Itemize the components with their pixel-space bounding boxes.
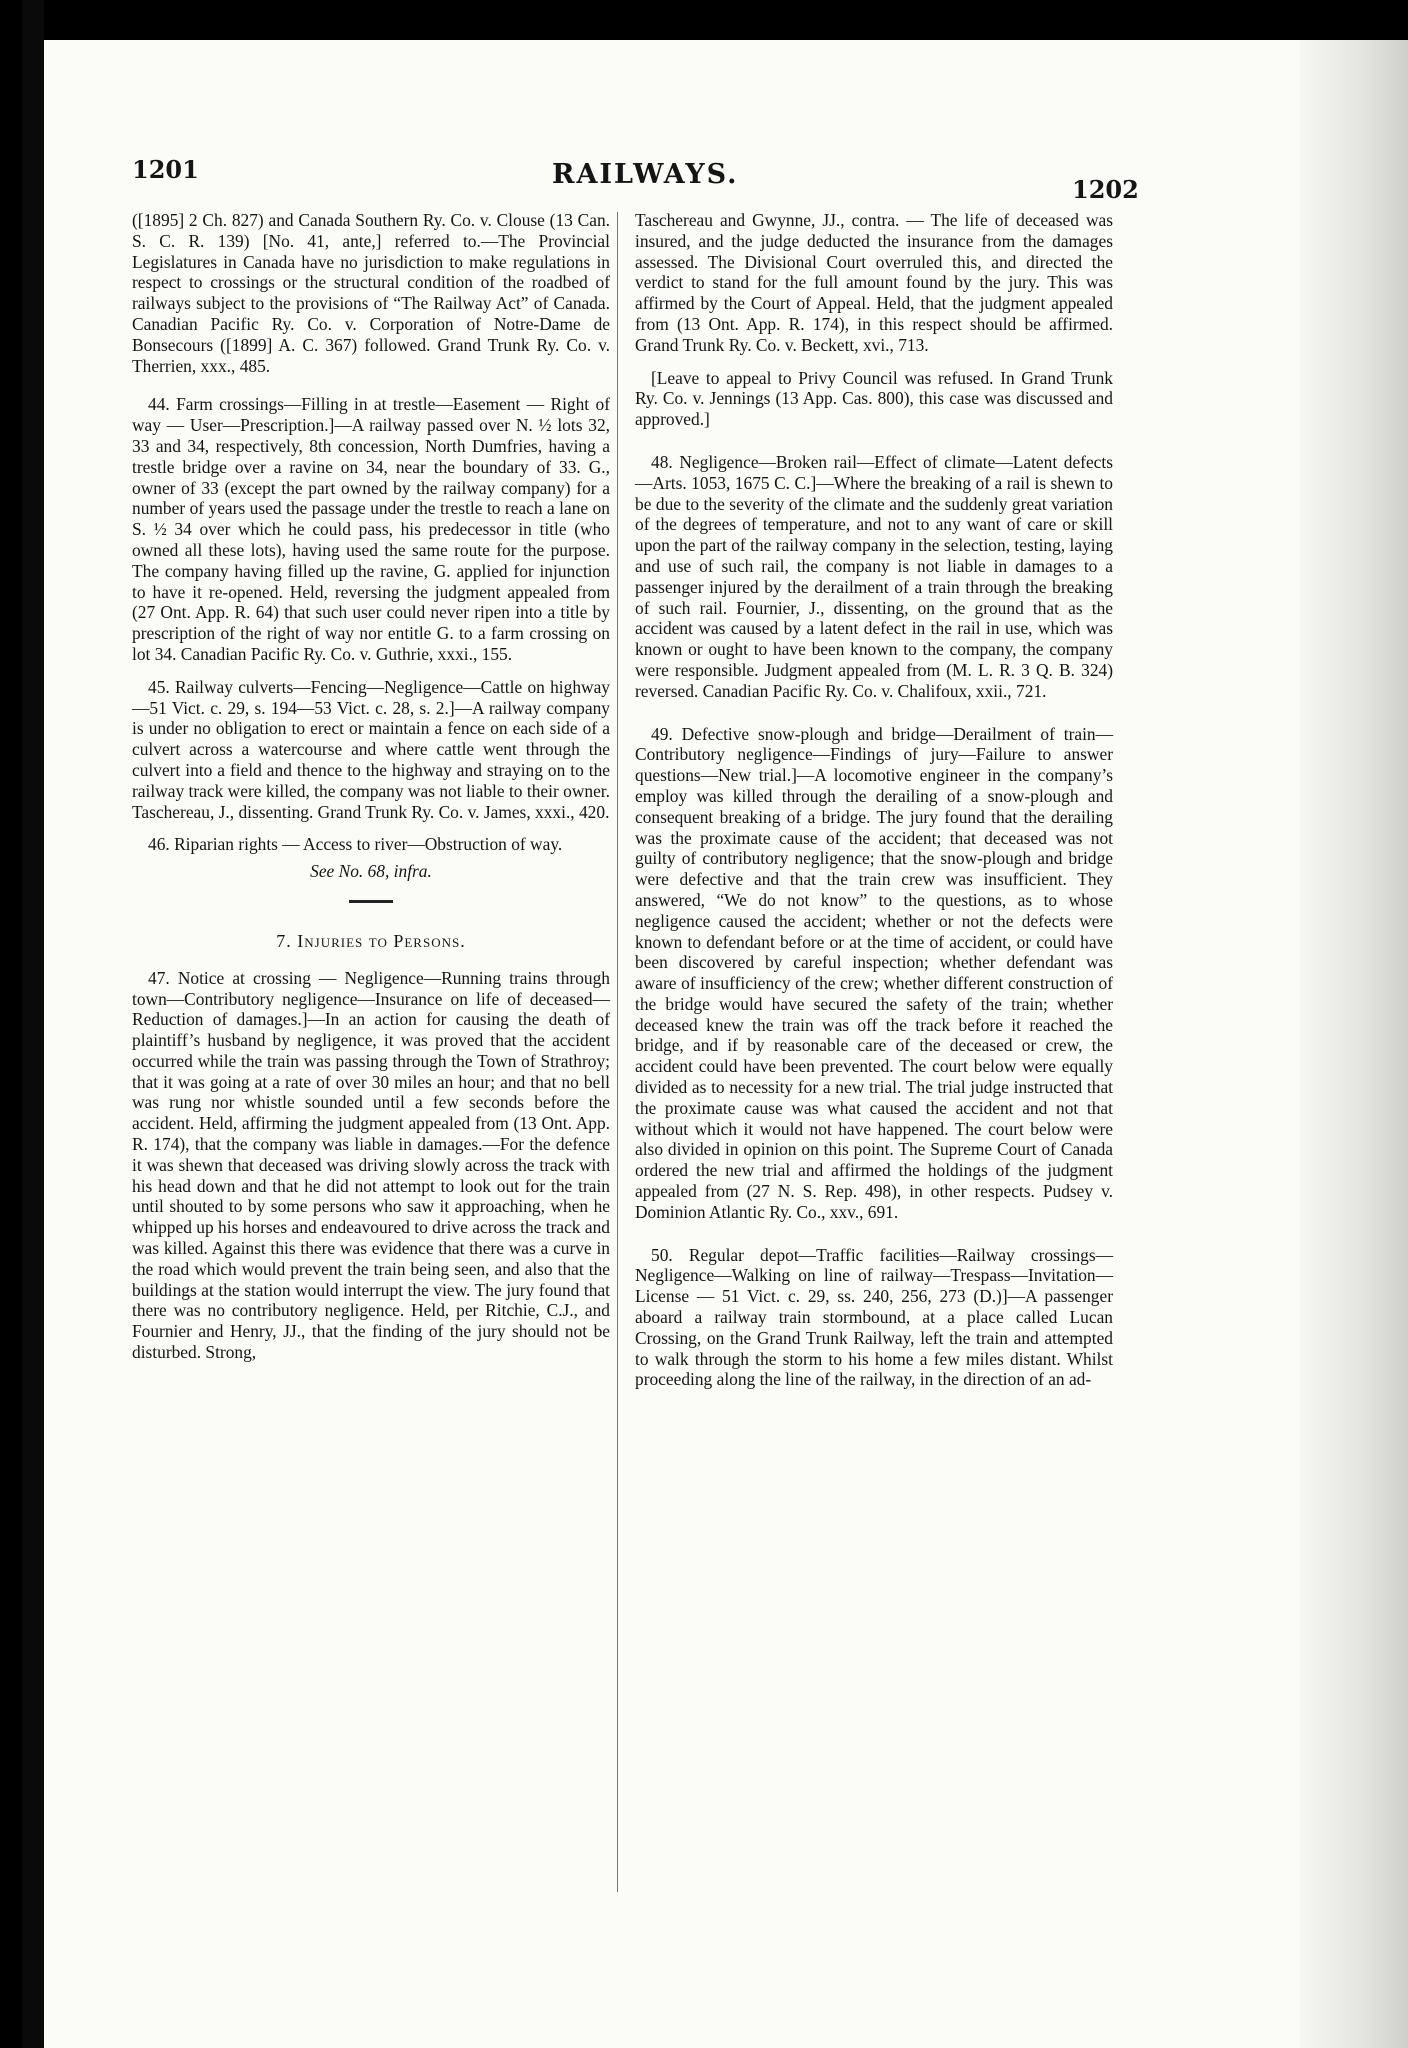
entry-50: 50. Regular depot—Traffic facilities—Railway crossings—Negligence—Walking on line of railway—Trespass—Invitation—License — 51 Vict. c. 29, ss. 240, 256, 273 (D.)]—A passenger aboard a railway train stormbound, at a place called Lucan Crossing, on the Grand Trunk Railway, left the train and attempted to walk through the storm to his home a few miles distant. Whilst proceeding along the line of the railway, in the direction of an ad-	[635, 1244, 1113, 1390]
entry-45: 45. Railway culverts—Fencing—Negligence—Cattle on highway—51 Vict. c. 29, s. 194—53 Vict. c. 28, s. 2.]—A railway company is under no obligation to erect or maintain a fence on each side of a culvert across a watercourse and where cattle went through the culvert into a field and thence to the highway and straying on to the railway track were killed, the company was not liable to their owner. Taschereau, J., dissenting. Grand Trunk Ry. Co. v. James, xxxi., 420.	[132, 676, 610, 822]
right-column	[635, 210, 1113, 1402]
entry-49: 49. Defective snow-plough and bridge—Derailment of train—Contributory negligence—Findings of jury—Failure to answer questions—New trial.]—A locomotive engineer in the company’s employ was killed through the derailing of a snow-plough and consequent breaking of a bridge. The jury found that the derailing was the proximate cause of the accident; that deceased was not guilty of contributory negligence; that the snow-plough and bridge were defective and that the train crew was insufficient. They answered, “We do not know” to the questions, as to whose negligence caused the accident; whether or not the defects were known to defendant before or at the time of accident, or could have been discovered by careful inspection; whether defendant was aware of insufficiency of the crew; whether different construction of the bridge would have secured the safety of the train; whether deceased knew the train was off the track before it reached the bridge, and if by reasonable care of the deceased or crew, the accident could have been prevented. The court below were equally divided as to necessity for a new trial. The trial judge instructed that the proximate cause was what caused the accident and not that without which it would not have happened. The court below were also divided in opinion on this point. The Supreme Court of Canada ordered the new trial and affirmed the holdings of the judgment appealed from (27 N. S. Rep. 498), in other respects. Pudsey v. Dominion Atlantic Ry. Co., xxv., 691.	[635, 723, 1113, 1222]
page-header	[132, 155, 1139, 205]
entry-48: 48. Negligence—Broken rail—Effect of climate—Latent defects—Arts. 1053, 1675 C. C.]—Where the breaking of a rail is shewn to be due to the severity of the climate and the suddenly great variation of the degrees of temperature, and not to any want of care or skill upon the part of the railway company in the selection, testing, laying and use of such rail, the company is not liable in damages to a passenger injured by the derailment of a train through the breaking of such rail. Fournier, J., dissenting, on the ground that as the accident was caused by a latent defect in the rail in use, which was known or ought to have been known to the company, the company were responsible. Judgment appealed from (M. L. R. 3 Q. B. 324) reversed. Canadian Pacific Ry. Co. v. Chalifoux, xxii., 721.	[635, 451, 1113, 701]
bracketed-note: [Leave to appeal to Privy Council was refused. In Grand Trunk Ry. Co. v. Jennings (13 App. Cas. 800), this case was discussed and approved.]	[635, 367, 1113, 430]
running-title: RAILWAYS.	[552, 159, 739, 190]
section-divider	[349, 900, 393, 903]
page-number-left: 1201	[132, 155, 199, 184]
scan-border-left	[0, 0, 22, 2048]
left-column	[132, 210, 610, 1375]
section-heading: 7. Injuries to Persons.	[276, 930, 466, 951]
paragraph-continued: Taschereau and Gwynne, JJ., contra. — The life of deceased was insured, and the judge deducted the insurance from the damages assessed. The Divisional Court overruled this, and directed the verdict to stand for the full amount found by the jury. This was affirmed by the Court of Appeal. Held, that the judgment appealed from (13 Ont. App. R. 174), in this respect should be affirmed. Grand Trunk Ry. Co. v. Beckett, xvi., 713.	[635, 210, 1113, 355]
page-edge-shadow	[1300, 40, 1408, 2048]
entry-47: 47. Notice at crossing — Negligence—Running trains through town—Contributory negligence—Insurance on life of deceased—Reduction of damages.]—In an action for causing the death of plaintiff’s husband by negligence, it was proved that the accident occurred while the train was passing through the Town of Strathroy; that it was going at a rate of over 30 miles an hour; and that no bell was rung nor whistle sounded until a few seconds before the accident. Held, affirming the judgment appealed from (13 Ont. App. R. 174), that the company was liable in damages.—For the defence it was shewn that deceased was driving slowly across the track with his head down and that he did not attempt to look out for the train until shouted to by some persons who saw it approaching, when he whipped up his horses and endeavoured to drive across the track and was killed. Against this there was evidence that there was a curve in the road which would prevent the train being seen, and also that the buildings at the station would interrupt the view. The jury found that there was no contributory negligence. Held, per Ritchie, C.J., and Fournier and Henry, JJ., that the finding of the jury should not be disturbed. Strong,	[132, 967, 610, 1363]
scan-border-top	[0, 0, 1408, 40]
cross-reference: See No. 68, infra.	[310, 861, 432, 882]
page-number-right: 1202	[1072, 175, 1139, 204]
scan-border-left-inner	[22, 0, 44, 2048]
entry-46: 46. Riparian rights — Access to river—Obstruction of way.	[148, 834, 563, 855]
paragraph-continued: ([1895] 2 Ch. 827) and Canada Southern Ry. Co. v. Clouse (13 Can. S. C. R. 139) [No. 41, ante,] referred to.—The Provincial Legislatures in Canada have no jurisdiction to make regulations in respect to crossings or the structural condition of the roadbed of railways subject to the provisions of “The Railway Act” of Canada. Canadian Pacific Ry. Co. v. Corporation of Notre-Dame de Bonsecours ([1899] A. C. 367) followed. Grand Trunk Ry. Co. v. Therrien, xxx., 485.	[132, 210, 610, 376]
entry-44: 44. Farm crossings—Filling in at trestle—Easement — Right of way — User—Prescription.]—A railway passed over N. ½ lots 32, 33 and 34, respectively, 8th concession, North Dumfries, having a trestle bridge over a ravine on 34, near the boundary of 33. G., owner of 33 (except the part owned by the railway company) for a number of years used the passage under the trestle to reach a lane on S. ½ 34 over which he could pass, his predecessor in title (who owned all these lots), having used the same route for the purpose. The company having filled up the ravine, G. applied for injunction to have it re-opened. Held, reversing the judgment appealed from (27 Ont. App. R. 64) that such user could never ripen into a title by prescription of the right of way nor entitle G. to a farm crossing on lot 34. Canadian Pacific Ry. Co. v. Guthrie, xxxi., 155.	[132, 394, 610, 664]
column-rule	[617, 212, 618, 1892]
